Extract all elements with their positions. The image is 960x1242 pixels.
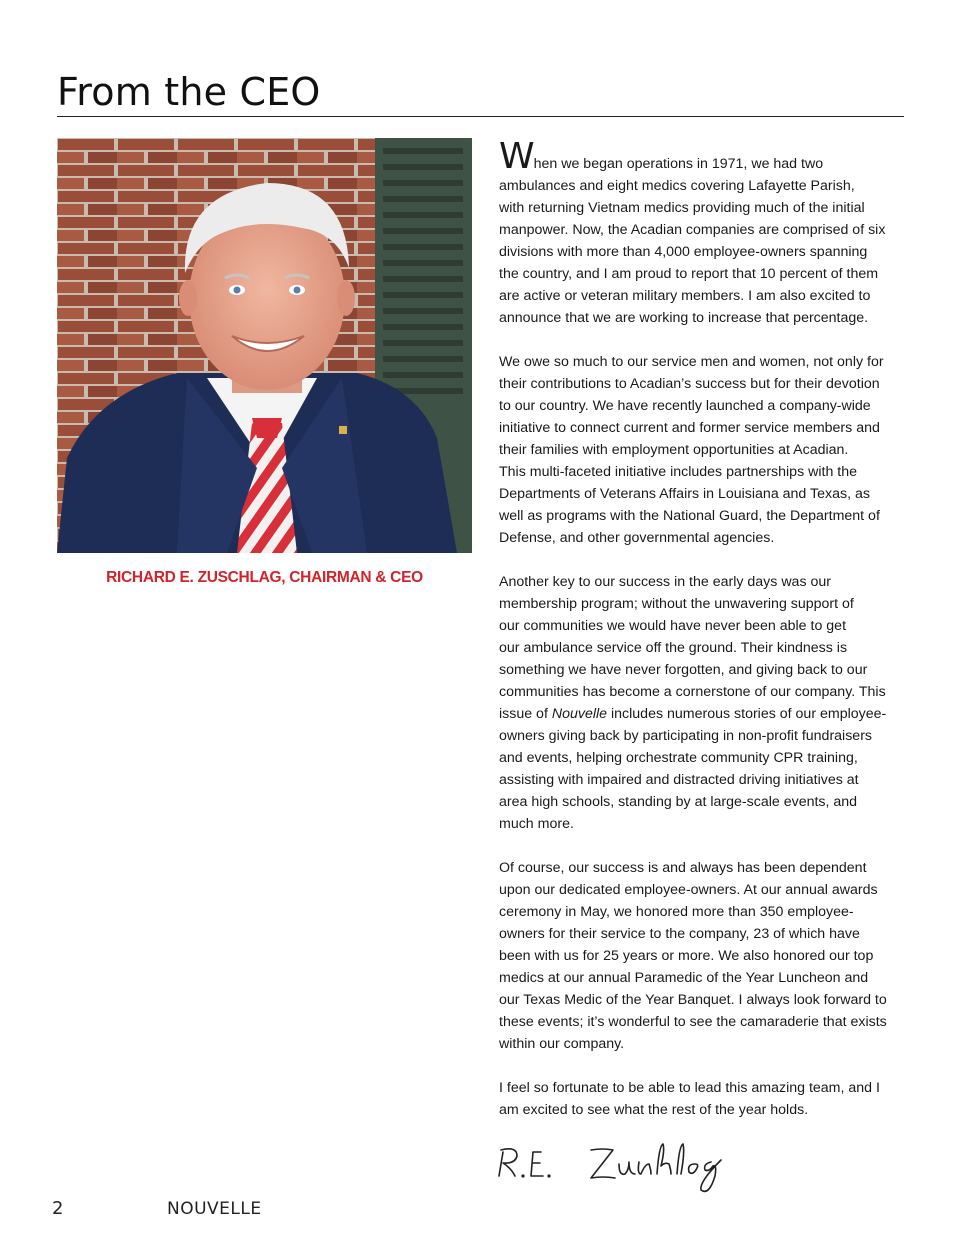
photo-caption: RICHARD E. ZUSCHLAG, CHAIRMAN & CEO [106,569,423,586]
line: our ambulance service off the ground. Their kindness is [499,640,848,656]
line: communities has become a cornerstone of our company. This [499,684,886,700]
line: much more. [499,816,574,832]
line: area high schools, standing by at large-scale events, and [499,794,858,810]
page-title: From the CEO [57,70,321,114]
page-number: 2 [52,1198,64,1219]
line: something we have never forgotten, and giving back to our [499,662,868,678]
line: our Texas Medic of the Year Banquet. I always look forward to [499,992,887,1008]
line: Of course, our success is and always has been dependent [499,860,867,876]
ceo-portrait [57,138,472,553]
signature [495,1136,735,1200]
line: manpower. Now, the Acadian companies are comprised of six [499,222,886,238]
first-line [499,136,909,175]
line: am excited to see what the rest of the year holds. [499,1102,809,1118]
line: upon our dedicated employee-owners. At our annual awards [499,882,878,898]
line: announce that we are working to increase that percentage. [499,310,869,326]
line: initiative to connect current and former service members and [499,420,880,436]
line: been with us for 25 years or more. We also honored our top [499,948,874,964]
paragraph-5 [499,1077,909,1121]
line: within our company. [499,1036,625,1052]
line: to our country. We have recently launched a company-wide [499,398,871,414]
line: the country, and I am proud to report that 10 percent of them [499,266,879,282]
line: our communities we would have never been able to get [499,618,847,634]
line: with returning Vietnam medics providing much of the initial [499,200,865,216]
line: and events, helping orchestrate community CPR training, [499,750,858,766]
paragraph-1 [499,136,909,329]
ceo-letter [499,136,909,1143]
paragraph-3 [499,571,909,835]
line: divisions with more than 4,000 employee-owners spanning [499,244,868,260]
issue-line: issue of Nouvelle includes numerous stories of our employee- [499,706,887,722]
line: their families with employment opportunities at Acadian. [499,442,849,458]
line: Departments of Veterans Affairs in Louisiana and Texas, as [499,486,870,502]
line: We owe so much to our service men and women, not only for [499,354,884,370]
line: their contributions to Acadian’s success but for their devotion [499,376,880,392]
line: hen we began operations in 1971, we had two [533,156,824,172]
line: these events; it’s wonderful to see the camaraderie that exists [499,1014,887,1030]
line: ambulances and eight medics covering Lafayette Parish, [499,178,855,194]
line: assisting with impaired and distracted driving initiatives at [499,772,859,788]
line: are active or veteran military members. I am also excited to [499,288,871,304]
line: membership program; without the unwavering support of [499,596,854,612]
ceo-portrait-illustration [57,138,472,553]
line: ceremony in May, we honored more than 350 employee- [499,904,854,920]
title-divider [57,116,904,117]
line: I feel so fortunate to be able to lead this amazing team, and I [499,1080,880,1096]
line: owners for their service to the company, 23 of which have [499,926,860,942]
publication-name: Nouvelle [551,706,608,722]
drop-cap: W [499,136,534,177]
paragraph-4 [499,857,909,1055]
line: This multi-faceted initiative includes partnerships with the [499,464,858,480]
line: medics at our annual Paramedic of the Year Luncheon and [499,970,869,986]
publication-name-footer: NOUVELLE [167,1199,262,1219]
line: Defense, and other governmental agencies. [499,530,775,546]
paragraph-2 [499,351,909,549]
signature-graphic [495,1136,735,1200]
line: well as programs with the National Guard, the Department of [499,508,880,524]
line: owners giving back by participating in non-profit fundraisers [499,728,873,744]
line: Another key to our success in the early days was our [499,574,831,590]
